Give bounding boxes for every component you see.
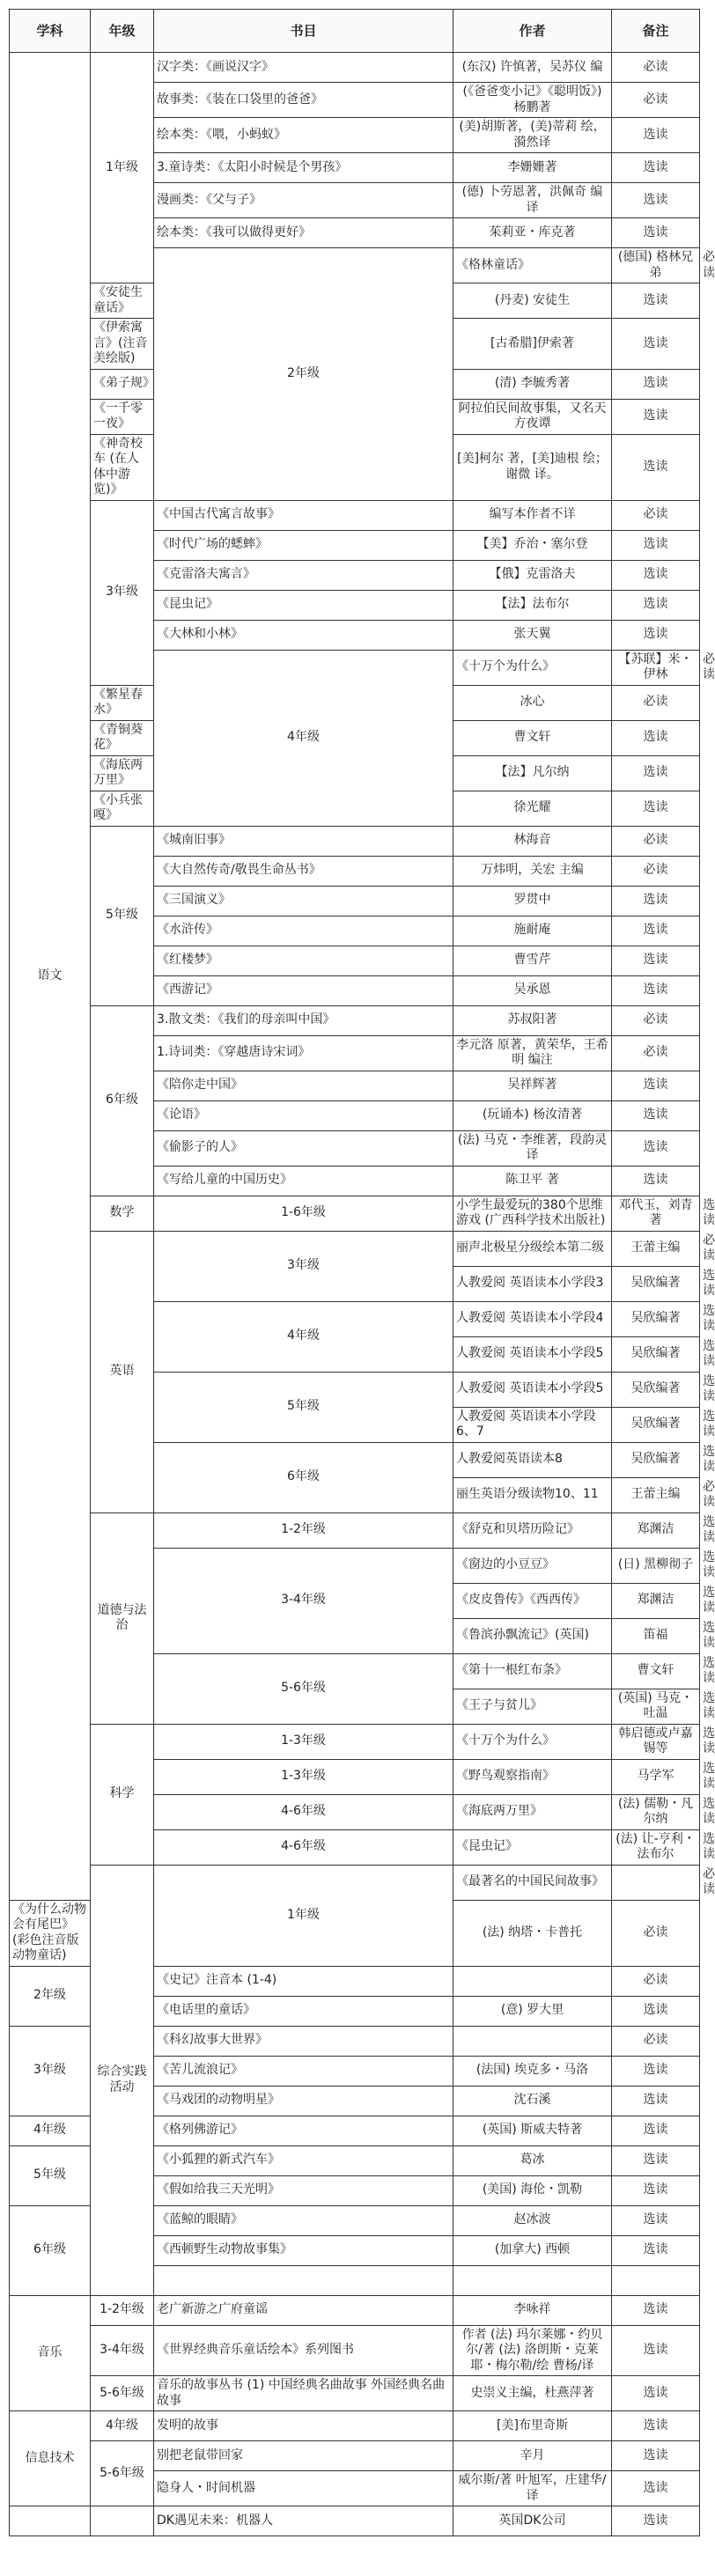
- grade-cell: 5年级: [91, 826, 154, 1005]
- author-cell: 笛福: [612, 1618, 700, 1653]
- author-cell: 沈石溪: [453, 2086, 612, 2116]
- author-cell: 英国DK公司: [453, 2506, 612, 2536]
- note-cell: 必读: [612, 826, 700, 856]
- note-cell: 必读: [612, 83, 700, 118]
- table-body: [10, 53, 715, 2536]
- note-cell: [612, 2265, 700, 2295]
- author-cell: 郑渊洁: [612, 1512, 700, 1548]
- note-cell: 选读: [612, 2056, 700, 2086]
- author-cell: 曹文轩: [453, 720, 612, 755]
- grade-cell: 5-6年级: [91, 2441, 154, 2506]
- note-cell: 必读: [612, 53, 700, 83]
- subject-cell: 道德与法治: [91, 1512, 154, 1724]
- book-title-cell: 《皮皮鲁传》《西西传》: [453, 1583, 612, 1618]
- book-title-cell: 《野鸟观察指南》: [453, 1759, 612, 1794]
- note-cell: 选读: [612, 1130, 700, 1166]
- author-cell: (德) 卜劳恩著，洪佩奇 编译: [453, 183, 612, 218]
- grade-cell: 4年级: [10, 2116, 91, 2145]
- book-title-cell: 人教爱阅 英语读本小学段6、7: [453, 1407, 612, 1442]
- grade-cell: 1-3年级: [154, 1724, 453, 1759]
- book-title-cell: 《第十一根红布条》: [453, 1653, 612, 1689]
- author-cell: 施耐庵: [453, 916, 612, 946]
- book-title-cell: 《写给儿童的中国历史》: [154, 1166, 453, 1196]
- book-title-cell: 《一千零一夜》: [91, 399, 154, 434]
- book-title-cell: 《为什么动物会有尾巴》(彩色注音版动物童话): [10, 1900, 91, 1966]
- table-row: [10, 2506, 700, 2536]
- note-cell: 必读: [612, 1966, 700, 1996]
- note-cell: 选读: [612, 916, 700, 946]
- note-cell: 选读: [612, 720, 700, 755]
- header-note: 备注: [612, 10, 700, 53]
- table-row: [10, 2441, 700, 2471]
- author-cell: 曹雪芹: [453, 946, 612, 975]
- author-cell: 张天翼: [453, 620, 612, 650]
- book-title-cell: 《苦儿流浪记》: [154, 2056, 453, 2086]
- subject-cell: [10, 2506, 91, 2536]
- author-cell: (法国) 埃克多・马洛: [453, 2056, 612, 2086]
- author-cell: (法) 儒勒・凡尔纳: [612, 1794, 700, 1829]
- note-cell: 必读: [612, 1005, 700, 1035]
- note-cell: 选读: [612, 560, 700, 590]
- table-row: 1-3年级 《野鸟观察指南》 马学军 选读: [10, 1759, 700, 1794]
- table-row: 4年级 人教爱阅 英语读本小学段4 吴欣编著 选读: [10, 1301, 700, 1336]
- book-title-cell: 人教爱阅英语读本8: [453, 1442, 612, 1477]
- book-title-cell: 《十万个为什么》: [453, 1724, 612, 1759]
- book-title-cell: 老广新游之广府童谣: [154, 2295, 453, 2325]
- author-cell: 吴欣编著: [612, 1336, 700, 1372]
- note-cell: 选读: [612, 755, 700, 791]
- header-subject: 学科: [10, 10, 91, 53]
- book-title-cell: 漫画类：《父与子》: [154, 183, 453, 218]
- book-title-cell: 《红楼梦》: [154, 946, 453, 975]
- grade-cell: 2年级: [10, 1966, 91, 2026]
- grade-cell: 4年级: [154, 1301, 453, 1372]
- note-cell: 选读: [612, 1166, 700, 1196]
- grade-cell: 4年级: [91, 2411, 154, 2441]
- table-row: 6年级 人教爱阅英语读本8 吴欣编著 选读: [10, 1442, 700, 1477]
- subject-cell: 数学: [91, 1196, 154, 1231]
- book-title-cell: 人教爱阅 英语读本小学段3: [453, 1266, 612, 1301]
- book-title-cell: 《小兵张嘎》: [91, 791, 154, 826]
- subject-cell: 英语: [91, 1231, 154, 1512]
- author-cell: 吴承恩: [453, 975, 612, 1005]
- book-title-cell: 《繁星春水》: [91, 685, 154, 720]
- table-row: 道德与法治 1-2年级 《舒克和贝塔历险记》 郑渊洁 选读: [10, 1512, 700, 1548]
- author-cell: (英国) 马克・吐温: [612, 1689, 700, 1724]
- book-title-cell: 《马戏团的动物明星》: [154, 2086, 453, 2116]
- book-title-cell: 1.诗词类：《穿越唐诗宋词》: [154, 1035, 453, 1071]
- book-title-cell: 3.散文类：《我们的母亲叫中国》: [154, 1005, 453, 1035]
- table-row: 丽生英语分级读物10、11 王蕾主编 必读: [10, 1477, 700, 1512]
- book-title-cell: 《格林童话》: [453, 248, 612, 283]
- book-title-cell: 隐身人・时间机器: [154, 2471, 453, 2506]
- table-row: [10, 2325, 700, 2376]
- note-cell: 选读: [612, 2175, 700, 2205]
- author-cell: 作者 (法) 玛尔莱娜・约贝尔/著 (法) 洛朗斯・克莱耶・梅尔勒/绘 曹杨/译: [453, 2325, 612, 2376]
- table-row: 《皮皮鲁传》《西西传》 郑渊洁 选读: [10, 1583, 700, 1618]
- author-cell: 【俄】克雷洛夫: [453, 560, 612, 590]
- note-cell: 选读: [612, 2086, 700, 2116]
- author-cell: 万炜明，关宏 主编: [453, 856, 612, 886]
- note-cell: 必读: [612, 856, 700, 886]
- book-title-cell: 《电话里的童话》: [154, 1996, 453, 2026]
- author-cell: 李咏祥: [453, 2295, 612, 2325]
- grade-cell: [91, 2506, 154, 2536]
- author-cell: 林海音: [453, 826, 612, 856]
- book-title-cell: 《假如给我三天光明》: [154, 2175, 453, 2205]
- grade-cell: 5-6年级: [91, 2376, 154, 2411]
- grade-cell: 6年级: [91, 1005, 154, 1196]
- book-title-cell: DK遇见未来：机器人: [154, 2506, 453, 2536]
- header-author: 作者: [453, 10, 612, 53]
- table-row: [10, 53, 700, 83]
- author-cell: [美]柯尔 著，[美]迪根 绘；谢微 译。: [453, 434, 612, 500]
- grade-cell: 5-6年级: [154, 1653, 453, 1724]
- note-cell: 选读: [612, 1071, 700, 1100]
- book-title-cell: 《昆虫记》: [154, 590, 453, 620]
- author-cell: 陈卫平 著: [453, 1166, 612, 1196]
- table-row: [10, 826, 700, 856]
- table-header-row: [10, 10, 700, 53]
- book-title-cell: 《陪你走中国》: [154, 1071, 453, 1100]
- author-cell: (日) 黑柳彻子: [612, 1548, 700, 1583]
- book-title-cell: 《弟子规》: [91, 369, 154, 399]
- author-cell: 茱莉亚・库克著: [453, 218, 612, 248]
- table-row: 《王子与贫儿》 (英国) 马克・吐温 选读: [10, 1689, 700, 1724]
- author-cell: (加拿大) 西顿: [453, 2235, 612, 2265]
- author-cell: (清) 李毓秀著: [453, 369, 612, 399]
- author-cell: 王蕾主编: [612, 1477, 700, 1512]
- grade-cell: 6年级: [10, 2205, 91, 2295]
- book-title-cell: 汉字类：《画说汉字》: [154, 53, 453, 83]
- table-row: 人教爱阅 英语读本小学段6、7 吴欣编著 选读: [10, 1407, 700, 1442]
- author-cell: [美]布里奇斯: [453, 2411, 612, 2441]
- book-title-cell: 《水浒传》: [154, 916, 453, 946]
- note-cell: 选读: [612, 886, 700, 916]
- book-title-cell: 《十万个为什么》: [453, 650, 612, 685]
- grade-cell: 4-6年级: [154, 1794, 453, 1829]
- author-cell: 吴欣编著: [612, 1442, 700, 1477]
- author-cell: [453, 1966, 612, 1996]
- book-title-cell: 《西游记》: [154, 975, 453, 1005]
- table-row: 数学 1-6年级 小学生最爱玩的380个思维游戏 (广西科学技术出版社) 邓代玉，刘青著 选读: [10, 1196, 700, 1231]
- note-cell: 选读: [612, 153, 700, 183]
- note-cell: 选读: [612, 2441, 700, 2471]
- subject-cell: 综合实践活动: [91, 1865, 154, 2295]
- author-cell: (意) 罗大里: [453, 1996, 612, 2026]
- book-title-cell: 《神奇校车 (在人体中游览)》: [91, 434, 154, 500]
- book-title-cell: 《海底两万里》: [453, 1794, 612, 1829]
- author-cell: 辛月: [453, 2441, 612, 2471]
- note-cell: 选读: [612, 369, 700, 399]
- grade-cell: 1年级: [91, 53, 154, 283]
- author-cell: (丹麦) 安徒生: [453, 283, 612, 319]
- author-cell: 徐光耀: [453, 791, 612, 826]
- author-cell: (美国) 海伦・凯勒: [453, 2175, 612, 2205]
- note-cell: 选读: [612, 2145, 700, 2175]
- table-row: 4-6年级 《昆虫记》 (法) 让-亨利・法布尔 选读: [10, 1829, 700, 1865]
- book-title-cell: 小学生最爱玩的380个思维游戏 (广西科学技术出版社): [453, 1196, 612, 1231]
- table-row: 4年级 《十万个为什么》 【苏联】米・伊林 必读: [10, 650, 700, 685]
- book-title-cell: 故事类：《装在口袋里的爸爸》: [154, 83, 453, 118]
- note-cell: 选读: [612, 2205, 700, 2235]
- book-title-cell: 《伊索寓言》(注音美绘版): [91, 319, 154, 370]
- author-cell: 吴欣编著: [612, 1301, 700, 1336]
- grade-cell: 1-3年级: [154, 1759, 453, 1794]
- book-title-cell: 发明的故事: [154, 2411, 453, 2441]
- grade-cell: 1-2年级: [91, 2295, 154, 2325]
- table-row: [10, 500, 700, 530]
- book-title-cell: 《克雷洛夫寓言》: [154, 560, 453, 590]
- book-title-cell: 《安徒生童话》: [91, 283, 154, 319]
- author-cell: 阿拉伯民间故事集，又名天方夜谭: [453, 399, 612, 434]
- reading-list-page: [9, 9, 715, 2536]
- book-title-cell: 人教爱阅 英语读本小学段5: [453, 1336, 612, 1372]
- author-cell: [453, 2026, 612, 2056]
- note-cell: 选读: [612, 2506, 700, 2536]
- grade-cell: 4年级: [154, 650, 453, 826]
- book-title-cell: 《论语》: [154, 1100, 453, 1130]
- author-cell: 韩启德或卢嘉锡等: [612, 1724, 700, 1759]
- author-cell: (法) 马克・李维著，段韵灵 译: [453, 1130, 612, 1166]
- book-title-cell: 《偷影子的人》: [154, 1130, 453, 1166]
- grade-cell: 1年级: [154, 1865, 453, 1966]
- book-title-cell: 《昆虫记》: [453, 1829, 612, 1865]
- book-title-cell: 《格列佛游记》: [154, 2116, 453, 2145]
- book-title-cell: 《青铜葵花》: [91, 720, 154, 755]
- note-cell: 选读: [612, 2411, 700, 2441]
- author-cell: (美)胡斯著，(美)蒂莉 绘，漪然译: [453, 118, 612, 153]
- note-cell: 必读: [612, 1035, 700, 1071]
- note-cell: 必读: [612, 2026, 700, 2056]
- table-row: 4-6年级 《海底两万里》 (法) 儒勒・凡尔纳 选读: [10, 1794, 700, 1829]
- book-title-cell: 绘本类：《喂，小蚂蚁》: [154, 118, 453, 153]
- subject-cell: 语文: [10, 53, 91, 1901]
- note-cell: 必读: [612, 685, 700, 720]
- table-row: 英语 3年级 丽声北极星分级绘本第二级 王蕾主编 必读: [10, 1231, 700, 1266]
- note-cell: 选读: [612, 946, 700, 975]
- note-cell: 选读: [612, 620, 700, 650]
- author-cell: 邓代玉，刘青著: [612, 1196, 700, 1231]
- author-cell: [453, 2265, 612, 2295]
- grade-cell: 1-6年级: [154, 1196, 453, 1231]
- book-title-cell: 《窗边的小豆豆》: [453, 1548, 612, 1583]
- author-cell: 【苏联】米・伊林: [612, 650, 700, 685]
- grade-cell: 5年级: [154, 1372, 453, 1442]
- book-title-cell: 《城南旧事》: [154, 826, 453, 856]
- book-title-cell: 《王子与贫儿》: [453, 1689, 612, 1724]
- reading-list-table: [9, 9, 715, 2536]
- grade-cell: 5年级: [10, 2145, 91, 2205]
- note-cell: 必读: [612, 500, 700, 530]
- author-cell: 编写本作者不详: [453, 500, 612, 530]
- note-cell: 选读: [612, 434, 700, 500]
- author-cell: 【法】法布尔: [453, 590, 612, 620]
- author-cell: 罗贯中: [453, 886, 612, 916]
- grade-cell: 1-2年级: [154, 1512, 453, 1548]
- author-cell: 郑渊洁: [612, 1583, 700, 1618]
- note-cell: 选读: [612, 2376, 700, 2411]
- table-row: 综合实践活动 1年级 《最著名的中国民间故事》 必读: [10, 1865, 700, 1900]
- author-cell: 李元洛 原著，黄荣华，王希明 编注: [453, 1035, 612, 1071]
- note-cell: 选读: [612, 2471, 700, 2506]
- book-title-cell: 《世界经典音乐童话绘本》系列图书: [154, 2325, 453, 2376]
- header-book: 书目: [154, 10, 453, 53]
- book-title-cell: 《小狐狸的新式汽车》: [154, 2145, 453, 2175]
- author-cell: 赵冰波: [453, 2205, 612, 2235]
- book-title-cell: 人教爱阅 英语读本小学段4: [453, 1301, 612, 1336]
- table-row: 2年级 《格林童话》 (德国) 格林兄弟 必读: [10, 248, 700, 283]
- note-cell: 选读: [612, 399, 700, 434]
- table-row: [10, 2376, 700, 2411]
- grade-cell: 3年级: [154, 1231, 453, 1301]
- book-title-cell: 人教爱阅 英语读本小学段5: [453, 1372, 612, 1407]
- book-title-cell: 《大林和小林》: [154, 620, 453, 650]
- author-cell: [古希腊]伊索著: [453, 319, 612, 370]
- note-cell: 选读: [612, 183, 700, 218]
- table-row: 人教爱阅 英语读本小学段5 吴欣编著 选读: [10, 1336, 700, 1372]
- table-row: 人教爱阅 英语读本小学段3 吴欣编著 选读: [10, 1266, 700, 1301]
- book-title-cell: 《最著名的中国民间故事》: [453, 1865, 612, 1900]
- grade-cell: 3年级: [10, 2026, 91, 2116]
- grade-cell: 3-4年级: [91, 2325, 154, 2376]
- author-cell: 李姗姗著: [453, 153, 612, 183]
- book-title-cell: 音乐的故事丛书 (1) 中国经典名曲故事 外国经典名曲故事: [154, 2376, 453, 2411]
- table-row: [10, 1005, 700, 1035]
- author-cell: 马学军: [612, 1759, 700, 1794]
- book-title-cell: 《舒克和贝塔历险记》: [453, 1512, 612, 1548]
- note-cell: 选读: [612, 1996, 700, 2026]
- grade-cell: 4-6年级: [154, 1829, 453, 1865]
- book-title-cell: 别把老鼠带回家: [154, 2441, 453, 2471]
- note-cell: 选读: [612, 975, 700, 1005]
- author-cell: (英国) 斯威夫特著: [453, 2116, 612, 2145]
- note-cell: 选读: [612, 590, 700, 620]
- book-title-cell: 《西顿野生动物故事集》: [154, 2235, 453, 2265]
- note-cell: 选读: [612, 2116, 700, 2145]
- author-cell: 葛冰: [453, 2145, 612, 2175]
- table-row: 《鲁滨孙飘流记》(英国) 笛福 选读: [10, 1618, 700, 1653]
- book-title-cell: 绘本类：《我可以做得更好》: [154, 218, 453, 248]
- book-title-cell: 丽生英语分级读物10、11: [453, 1477, 612, 1512]
- subject-cell: 音乐: [10, 2295, 91, 2411]
- subject-cell: 科学: [91, 1724, 154, 1865]
- note-cell: 必读: [612, 1900, 700, 1966]
- author-cell: (德国) 格林兄弟: [612, 248, 700, 283]
- author-cell: 吴祥辉著: [453, 1071, 612, 1100]
- table-row: 5-6年级 《第十一根红布条》 曹文轩 选读: [10, 1653, 700, 1689]
- table-row: [10, 2411, 700, 2441]
- author-cell: 王蕾主编: [612, 1231, 700, 1266]
- note-cell: 选读: [612, 283, 700, 319]
- book-title-cell: 《中国古代寓言故事》: [154, 500, 453, 530]
- author-cell: 史崇义主编，杜燕萍著: [453, 2376, 612, 2411]
- note-cell: 选读: [612, 791, 700, 826]
- book-title-cell: [154, 2265, 453, 2295]
- book-title-cell: 《大自然传奇/敬畏生命丛书》: [154, 856, 453, 886]
- author-cell: 曹文轩: [612, 1653, 700, 1689]
- note-cell: 选读: [612, 118, 700, 153]
- note-cell: 选读: [612, 1100, 700, 1130]
- table-row: 3-4年级 《窗边的小豆豆》 (日) 黑柳彻子 选读: [10, 1548, 700, 1583]
- table-row: 科学 1-3年级 《十万个为什么》 韩启德或卢嘉锡等 选读: [10, 1724, 700, 1759]
- subject-cell: 信息技术: [10, 2411, 91, 2506]
- author-cell: 苏叔阳著: [453, 1005, 612, 1035]
- book-title-cell: 《科幻故事大世界》: [154, 2026, 453, 2056]
- author-cell: (玩诵本) 杨汝清著: [453, 1100, 612, 1130]
- note-cell: 选读: [612, 530, 700, 560]
- author-cell: 【法】凡尔纳: [453, 755, 612, 791]
- author-cell: 【美】乔治・塞尔登: [453, 530, 612, 560]
- note-cell: 选读: [612, 2325, 700, 2376]
- note-cell: 选读: [612, 2235, 700, 2265]
- grade-cell: 2年级: [154, 248, 453, 501]
- book-title-cell: 丽声北极星分级绘本第二级: [453, 1231, 612, 1266]
- author-cell: 威尔斯/著 叶旭军，庄建华/译: [453, 2471, 612, 2506]
- note-cell: 选读: [612, 2295, 700, 2325]
- note-cell: 选读: [612, 319, 700, 370]
- book-title-cell: 《三国演义》: [154, 886, 453, 916]
- book-title-cell: 《蓝鲸的眼睛》: [154, 2205, 453, 2235]
- author-cell: (法) 纳塔・卡普托: [453, 1900, 612, 1966]
- book-title-cell: 《鲁滨孙飘流记》(英国): [453, 1618, 612, 1653]
- table-row: 5年级 人教爱阅 英语读本小学段5 吴欣编著 选读: [10, 1372, 700, 1407]
- author-cell: 吴欣编著: [612, 1372, 700, 1407]
- author-cell: [612, 1865, 700, 1900]
- book-title-cell: 3.童诗类：《太阳小时候是个男孩》: [154, 153, 453, 183]
- header-grade: 年级: [91, 10, 154, 53]
- grade-cell: 6年级: [154, 1442, 453, 1512]
- grade-cell: 3-4年级: [154, 1548, 453, 1653]
- book-title-cell: 《史记》注音本 (1-4): [154, 1966, 453, 1996]
- grade-cell: 3年级: [91, 500, 154, 685]
- table-row: [10, 2295, 700, 2325]
- author-cell: 吴欣编著: [612, 1407, 700, 1442]
- author-cell: 吴欣编著: [612, 1266, 700, 1301]
- author-cell: (《爸爸变小记》《聪明饭》) 杨鹏著: [453, 83, 612, 118]
- book-title-cell: 《时代广场的蟋蟀》: [154, 530, 453, 560]
- author-cell: 冰心: [453, 685, 612, 720]
- author-cell: (东汉) 许慎著，吴苏仪 编: [453, 53, 612, 83]
- note-cell: 选读: [612, 218, 700, 248]
- book-title-cell: 《海底两万里》: [91, 755, 154, 791]
- author-cell: (法) 让-亨利・法布尔: [612, 1829, 700, 1865]
